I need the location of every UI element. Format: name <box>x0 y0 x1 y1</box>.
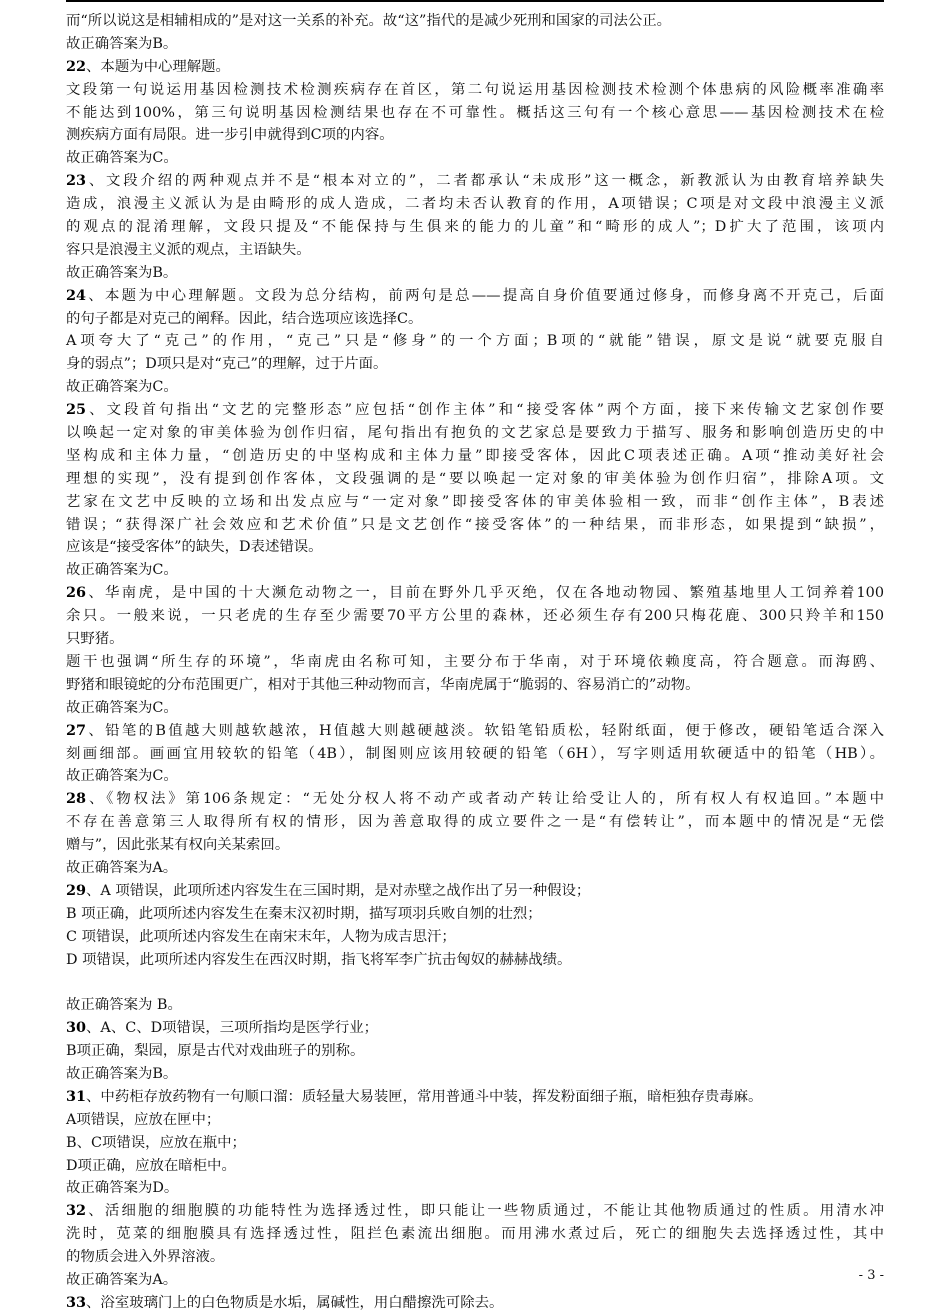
line-text: 故正确答案为B。 <box>66 35 178 52</box>
line-text: 、活细胞的细胞膜的功能特性为选择透过性，即只能让一些物质通过，不能让其他物质通过的性质。用清水冲 <box>86 1203 884 1220</box>
text-line <box>66 33 884 56</box>
question-number: 27 <box>66 721 87 739</box>
line-text: 的物质会进入外界溶液。 <box>66 1249 225 1266</box>
line-text: 故正确答案为C。 <box>66 562 178 579</box>
line-text: 、铅笔的B值越大则越软越浓，H值越大则越硬越淡。软铅笔铅质松，轻附纸面，便于修改，硬铅笔适合深入 <box>86 722 884 739</box>
question-number: 31 <box>66 1087 87 1105</box>
question-number: 25 <box>66 401 87 419</box>
question-number: 24 <box>66 286 87 304</box>
line-text: 不存在善意第三人取得所有权的情形，因为善意取得的成立要件之一是“有偿转让”，而本题中的情况是“无偿 <box>66 814 884 831</box>
line-text: 故正确答案为A。 <box>66 1271 178 1288</box>
text-line <box>66 308 884 331</box>
text-line <box>66 834 884 857</box>
text-line <box>66 353 884 376</box>
text-line <box>66 102 884 125</box>
line-text: 、中药柜存放药物有一句顺口溜：质轻量大易装匣，常用普通斗中装，挥发粉面细子瓶，暗柜独存贵毒麻。 <box>86 1088 763 1105</box>
text-line <box>66 399 884 422</box>
line-text: 应该是“接受客体”的缺失，D表述错误。 <box>66 539 323 556</box>
line-text: 身的弱点”；D项只是对“克己”的理解，过于片面。 <box>66 356 388 373</box>
line-text: 而“所以说这是相辅相成的”是对这一关系的补充。故“这”指代的是减少死刑和国家的司法公正。 <box>66 13 672 29</box>
text-line <box>66 285 884 308</box>
text-line <box>66 628 884 651</box>
text-line <box>66 1109 884 1132</box>
line-text: 的句子都是对克己的阐释。因此，结合选项应该选择C。 <box>66 310 423 327</box>
line-text: 余只。一般来说，一只老虎的生存至少需要70平方公里的森林，还必须生存有200只梅花鹿、300只羚羊和150 <box>66 608 884 625</box>
text-line <box>66 147 884 170</box>
line-text: 不能达到100%，第三句说明基因检测结果也存在不可靠性。概括这三句有一个核心意思——基因检测技术在检 <box>66 104 884 121</box>
line-text: 的观点的混淆理解，文段只提及“不能保持与生俱来的能力的儿童”和“畸形的成人”；D扩大了范围，该项内 <box>66 219 884 236</box>
text-line <box>66 536 884 559</box>
line-text: 故正确答案为 B。 <box>66 997 182 1014</box>
line-text: 理想的实现”，没有提到创作客体，文段强调的是“要以唤起一定对象的审美体验为创作归宿”，排除A项。文 <box>66 470 884 487</box>
line-text: 、A 项错误，此项所述内容发生在三国时期，是对赤壁之战作出了另一种假设； <box>86 882 591 899</box>
line-text: 、本题为中心理解题。文段为总分结构，前两句是总——提高自身价值要通过修身，而修身离不开克己，后面 <box>86 287 884 304</box>
line-text: 造成，浪漫主义派认为是由畸形的成人造成，二者均未否认教育的作用，A项错误；C项是对文段中浪漫主义派 <box>66 196 884 213</box>
line-text: D 项错误，此项所述内容发生在西汉时期，指飞将军李广抗击匈奴的赫赫战绩。 <box>66 951 572 968</box>
line-text: 、A、C、D项错误，三项所指均是医学行业； <box>86 1020 379 1037</box>
text-line <box>66 79 884 102</box>
line-text: 刻画细部。画画宜用较软的铅笔（4B），制图则应该用较硬的铅笔（6H），写字则适用软硬适中的铅笔（HB）。 <box>66 745 884 762</box>
text-line <box>66 422 884 445</box>
text-line <box>66 1200 884 1223</box>
text-line <box>66 468 884 491</box>
line-text: 故正确答案为C。 <box>66 150 178 167</box>
text-line <box>66 330 884 353</box>
line-text: 野猪和眼镜蛇的分布范围更广，相对于其他三种动物而言，华南虎属于“脆弱的、容易消亡的”动物。 <box>66 676 700 693</box>
question-number: 30 <box>66 1019 87 1037</box>
text-line <box>66 1017 884 1040</box>
line-text: 故正确答案为C。 <box>66 768 178 785</box>
line-text: 只野猪。 <box>66 631 124 648</box>
text-line <box>66 811 884 834</box>
line-text: 、《物权法》第106条规定：“无处分权人将不动产或者动产转让给受让人的，所有权人有权追回。”本题中 <box>86 791 884 808</box>
line-text: B项正确，梨园，原是古代对戏曲班子的别称。 <box>66 1043 365 1060</box>
line-text: 容只是浪漫主义派的观点，主语缺失。 <box>66 241 311 258</box>
text-line <box>66 376 884 399</box>
line-text: B、C项错误，应放在瓶中； <box>66 1134 246 1151</box>
line-text: 、浴室玻璃门上的白色物质是水垢，属碱性，用白醋擦洗可除去。 <box>86 1294 504 1311</box>
question-number: 32 <box>66 1202 87 1220</box>
text-line <box>66 720 884 743</box>
line-text: 、文段介绍的两种观点并不是“根本对立的”，二者都承认“未成形”这一概念，新教派认为由教育培养缺失 <box>86 173 884 190</box>
question-number: 29 <box>66 881 87 899</box>
text-line <box>66 651 884 674</box>
line-text: 、本题为中心理解题。 <box>86 58 230 75</box>
line-text: 、华南虎，是中国的十大濒危动物之一，目前在野外几乎灭绝，仅在各地动物园、繁殖基地里人工饲养着100 <box>86 585 884 602</box>
text-line <box>66 1177 884 1200</box>
question-number: 22 <box>66 57 87 75</box>
text-line <box>66 1155 884 1178</box>
text-line <box>66 994 884 1017</box>
line-text: 故正确答案为B。 <box>66 1065 178 1082</box>
text-line <box>66 10 884 33</box>
text-line <box>66 239 884 262</box>
text-line <box>66 491 884 514</box>
page-number: - 3 - <box>858 1268 884 1283</box>
line-text: 故正确答案为C。 <box>66 379 178 396</box>
text-line <box>66 1086 884 1109</box>
line-text: 故正确答案为B。 <box>66 264 178 281</box>
line-text: C 项错误，此项所述内容发生在南宋末年，人物为成吉思汗； <box>66 928 456 945</box>
text-line <box>66 56 884 79</box>
text-line <box>66 193 884 216</box>
line-text: 故正确答案为C。 <box>66 699 178 716</box>
line-text: 艺家在文艺中反映的立场和出发点应与“一定对象”即接受客体的审美体验相一致，而非“创作主体”，B表述 <box>66 493 884 510</box>
text-line <box>66 262 884 285</box>
line-text: 错误；“获得深广社会效应和艺术价值”只是文艺创作“接受客体”的一种结果，而非形态，如果提到“缺损”， <box>66 516 884 533</box>
text-line <box>66 1063 884 1086</box>
question-number: 26 <box>66 584 87 602</box>
text-line <box>66 926 884 949</box>
document-body <box>66 10 884 1315</box>
text-line <box>66 124 884 147</box>
text-line <box>66 605 884 628</box>
text-line <box>66 1246 884 1269</box>
line-text: 赠与”，因此张某有权向关某索回。 <box>66 837 290 854</box>
question-number: 28 <box>66 790 87 808</box>
text-line <box>66 1292 884 1315</box>
question-number: 33 <box>66 1293 87 1311</box>
text-line <box>66 857 884 880</box>
text-line <box>66 514 884 537</box>
text-line <box>66 880 884 903</box>
text-line <box>66 971 884 994</box>
line-text: D项正确，应放在暗柜中。 <box>66 1157 236 1174</box>
line-text: 题干也强调“所生存的环境”，华南虎由名称可知，主要分布于华南，对于环境依赖度高，符合题意。而海鸥、 <box>66 653 884 670</box>
line-text: 测疾病方面有局限。进一步引申就得到C项的内容。 <box>66 127 394 144</box>
line-text: B 项正确，此项所述内容发生在秦末汉初时期，描写项羽兵败自刎的壮烈； <box>66 905 542 922</box>
text-line <box>66 743 884 766</box>
text-line <box>66 903 884 926</box>
line-text: 故正确答案为A。 <box>66 859 178 876</box>
text-line <box>66 582 884 605</box>
line-text: 故正确答案为D。 <box>66 1180 179 1197</box>
text-line <box>66 788 884 811</box>
text-line <box>66 674 884 697</box>
line-text: 文段第一句说运用基因检测技术检测疾病存在首区，第二句说运用基因检测技术检测个体患病的风险概率准确率 <box>66 81 884 98</box>
text-line <box>66 170 884 193</box>
question-number: 23 <box>66 172 87 190</box>
line-text: 、文段首句指出“文艺的完整形态”应包括“创作主体”和“接受客体”两个方面，接下来传输文艺家创作要 <box>86 402 884 419</box>
text-line <box>66 559 884 582</box>
line-text: 以唤起一定对象的审美体验为创作归宿，尾句指出有抱负的文艺家总是要致力于描写、服务和影响创造历史的中 <box>66 425 884 442</box>
line-text: A项错误，应放在匣中； <box>66 1111 221 1128</box>
line-text: A项夸大了“克己”的作用，“克己”只是“修身”的一个方面；B项的“就能”错误，原文是说“就要克服自 <box>66 333 884 350</box>
text-line <box>66 1040 884 1063</box>
text-line <box>66 1132 884 1155</box>
text-line <box>66 949 884 972</box>
text-line <box>66 1223 884 1246</box>
line-text: 坚构成和主体力量，“创造历史的中坚构成和主体力量”即接受客体，因此C项表述正确。A项“推动美好社会 <box>66 447 884 464</box>
line-text: 洗时，苋菜的细胞膜具有选择透过性，阻拦色素流出细胞。而用沸水煮过后，死亡的细胞失去选择透过性，其中 <box>66 1226 884 1243</box>
text-line <box>66 445 884 468</box>
text-line <box>66 697 884 720</box>
text-line <box>66 765 884 788</box>
header-rule <box>66 0 884 2</box>
text-line <box>66 1269 884 1292</box>
text-line <box>66 216 884 239</box>
